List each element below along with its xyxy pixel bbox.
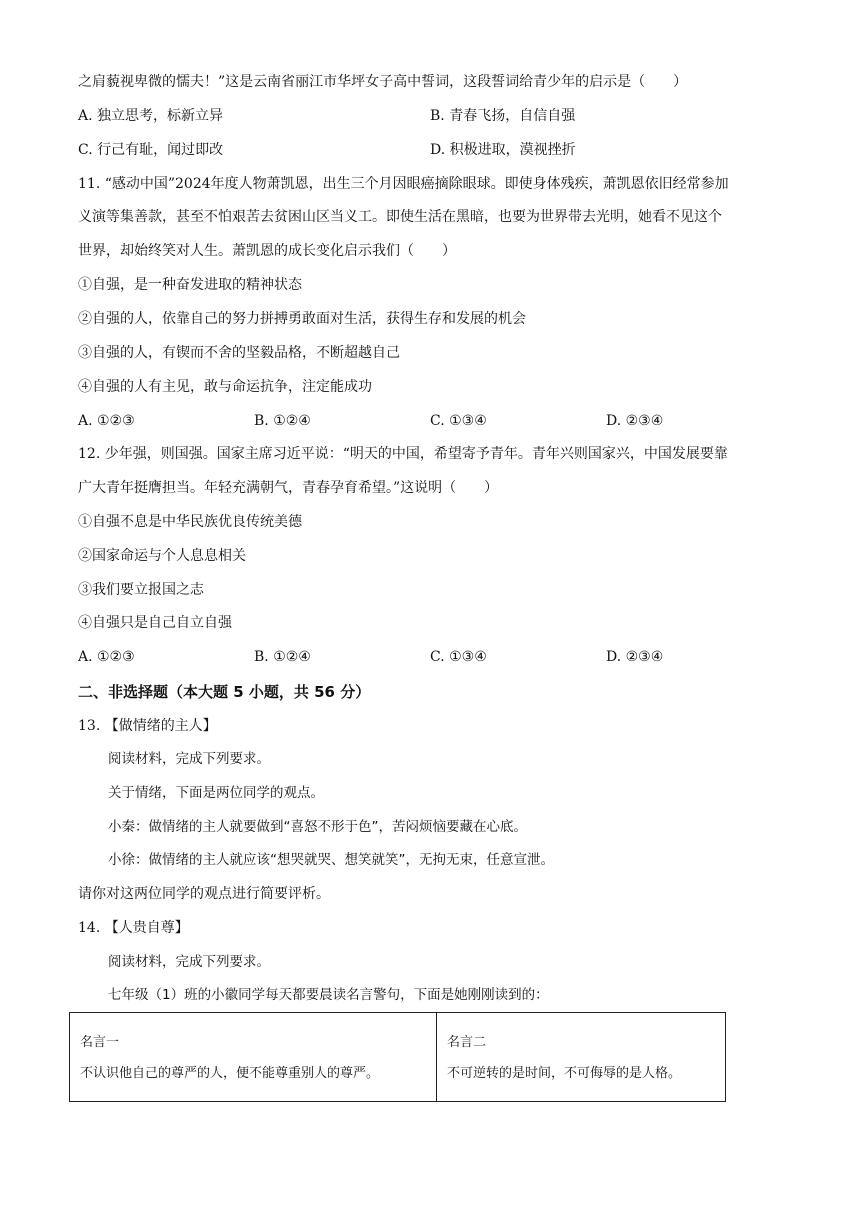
q11-option-a: A. ①②③ — [78, 413, 135, 429]
q12-stem-line2: 广大青年挺膺担当。年轻充满朝气，青春孕育希望。”这说明（ ） — [78, 480, 499, 496]
q11-stem-line1: 11. “感动中国”2024年度人物萧凯恩，出生三个月因眼癌摘除眼球。即使身体残疾，萧凯恩依旧经常参加 — [78, 176, 729, 192]
q13-view-2: 小徐：做情绪的主人就应该“想哭就哭、想笑就笑”，无拘无束，任意宣泄。 — [108, 852, 554, 868]
q14-instruction: 阅读材料，完成下列要求。 — [108, 954, 270, 970]
q14-intro: 七年级（1）班的小徽同学每天都要晨读名言警句，下面是她刚刚读到的： — [108, 987, 549, 1003]
q14-heading: 14. 【人贵自尊】 — [78, 920, 189, 936]
q13-intro: 关于情绪，下面是两位同学的观点。 — [108, 785, 324, 801]
quote-1-text: 不认识他自己的尊严的人，便不能尊重别人的尊严。 — [80, 1066, 380, 1081]
quotes-table — [69, 1012, 726, 1102]
q12-item-1: ①自强不息是中华民族优良传统美德 — [78, 514, 302, 530]
q11-stem-line3: 世界，却始终笑对人生。萧凯恩的成长变化启示我们（ ） — [78, 243, 456, 259]
section-title: 二、非选择题（本大题 5 小题，共 56 分） — [78, 683, 371, 701]
q10-option-b: B. 青春飞扬，自信自强 — [430, 108, 576, 124]
q12-option-a: A. ①②③ — [78, 649, 135, 665]
q13-view-1: 小秦：做情绪的主人就要做到“喜怒不形于色”，苦闷烦恼要藏在心底。 — [108, 819, 527, 835]
q11-option-c: C. ①③④ — [430, 413, 487, 429]
quotes-table-row — [70, 1013, 726, 1102]
q12-item-2: ②国家命运与个人息息相关 — [78, 548, 246, 564]
q12-option-d: D. ②③④ — [606, 649, 664, 665]
q12-option-c: C. ①③④ — [430, 649, 487, 665]
q11-option-d: D. ②③④ — [606, 413, 664, 429]
quote-2-text: 不可逆转的是时间，不可侮辱的是人格。 — [447, 1066, 682, 1081]
q10-option-d: D. 积极进取，漠视挫折 — [430, 142, 576, 158]
q12-item-3: ③我们要立报国之志 — [78, 582, 204, 598]
q10-option-c: C. 行己有耻，闻过即改 — [78, 142, 224, 158]
quote-cell-2 — [437, 1013, 726, 1102]
quote-2-title: 名言二 — [447, 1035, 487, 1050]
q11-item-4: ④自强的人有主见，敢与命运抗争，注定能成功 — [78, 379, 372, 395]
q11-item-2: ②自强的人，依靠自己的努力拼搏勇敢面对生活，获得生存和发展的机会 — [78, 311, 526, 327]
q13-task: 请你对这两位同学的观点进行简要评析。 — [78, 886, 330, 902]
q12-stem-line1: 12. 少年强，则国强。国家主席习近平说：“明天的中国，希望寄予青年。青年兴则国家兴，中国发展要靠 — [78, 446, 728, 462]
q13-heading: 13. 【做情绪的主人】 — [78, 718, 217, 734]
q10-stem: 之肩藐视卑微的懦夫！”这是云南省丽江市华坪女子高中誓词，这段誓词给青少年的启示是（ ） — [78, 74, 688, 90]
q11-stem-line2: 义演等集善款，甚至不怕艰苦去贫困山区当义工。即使生活在黑暗，也要为世界带去光明，她看不见这个 — [78, 209, 722, 225]
q12-item-4: ④自强只是自己自立自强 — [78, 615, 232, 631]
q11-item-1: ①自强，是一种奋发进取的精神状态 — [78, 277, 302, 293]
quote-1-title: 名言一 — [80, 1035, 120, 1050]
q13-instruction: 阅读材料，完成下列要求。 — [108, 751, 270, 767]
quote-cell-1 — [70, 1013, 437, 1102]
q11-item-3: ③自强的人，有锲而不舍的坚毅品格，不断超越自己 — [78, 345, 400, 361]
q11-option-b: B. ①②④ — [254, 413, 311, 429]
q10-option-a: A. 独立思考，标新立异 — [78, 108, 224, 124]
q12-option-b: B. ①②④ — [254, 649, 311, 665]
